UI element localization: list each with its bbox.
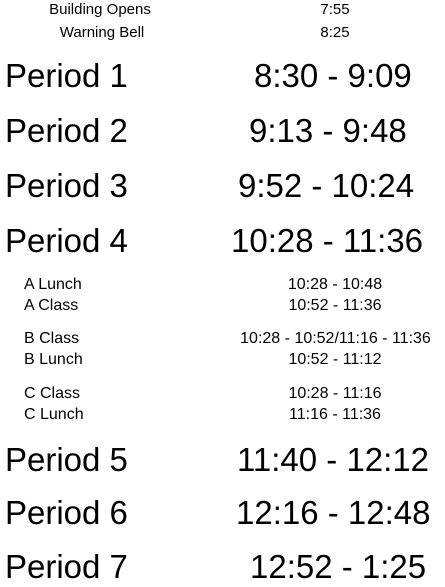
period-5-name: Period 5 <box>5 441 128 478</box>
period-6-name: Period 6 <box>5 494 128 531</box>
period-5-time: 11:40 - 12:12 <box>237 441 430 478</box>
c-class-label: C Class <box>24 385 81 402</box>
period-3-name: Period 3 <box>5 167 128 204</box>
period-1-time: 8:30 - 9:09 <box>254 57 412 94</box>
building-opens-time: 7:55 <box>320 1 350 18</box>
c-class-time: 10:28 - 11:16 <box>288 385 382 402</box>
period-7-name: Period 7 <box>5 548 128 585</box>
period-3-time: 9:52 - 10:24 <box>238 167 415 204</box>
period-4-name: Period 4 <box>5 222 128 259</box>
a-class-time: 10:52 - 11:36 <box>288 297 382 314</box>
building-opens-label: Building Opens <box>49 1 151 18</box>
b-class-label: B Class <box>24 330 80 347</box>
period-2-time: 9:13 - 9:48 <box>249 112 407 149</box>
b-class-time: 10:28 - 10:52/11:16 - 11:36 <box>240 330 431 347</box>
period-4-time: 10:28 - 11:36 <box>231 222 424 259</box>
warning-bell-time: 8:25 <box>320 24 350 41</box>
warning-bell-label: Warning Bell <box>59 24 145 41</box>
a-lunch-label: A Lunch <box>24 276 82 293</box>
period-1-name: Period 1 <box>5 57 128 94</box>
a-class-label: A Class <box>24 297 79 314</box>
b-lunch-label: B Lunch <box>24 351 83 368</box>
period-7-time: 12:52 - 1:25 <box>250 548 427 585</box>
c-lunch-label: C Lunch <box>24 406 84 423</box>
c-lunch-time: 11:16 - 11:36 <box>289 406 381 423</box>
period-6-time: 12:16 - 12:48 <box>236 494 431 531</box>
period-2-name: Period 2 <box>5 112 128 149</box>
b-lunch-time: 10:52 - 11:12 <box>288 351 382 368</box>
a-lunch-time: 10:28 - 10:48 <box>287 276 383 293</box>
